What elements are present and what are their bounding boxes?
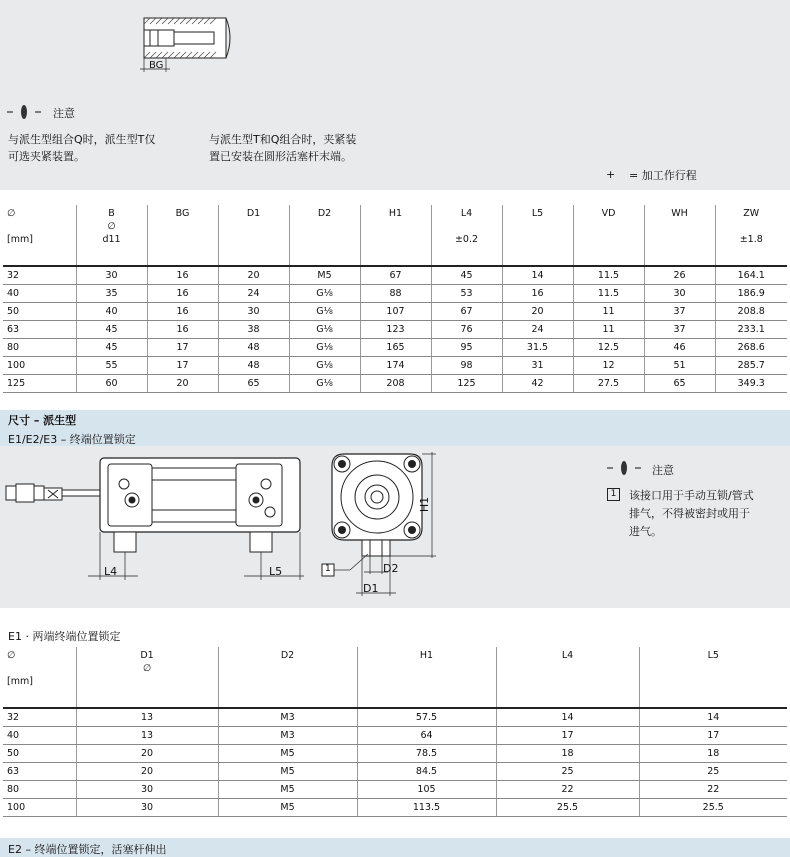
table-row — [3, 375, 787, 393]
table-cell: 60 — [76, 375, 147, 393]
table-cell: 27.5 — [573, 375, 644, 393]
header-label — [7, 662, 72, 675]
table-cell: 98 — [431, 357, 502, 375]
dim-label-h1: H1 — [418, 496, 432, 513]
table-cell: 285.7 — [715, 357, 787, 375]
dim-label-l5: L5 — [269, 565, 283, 578]
section-title-bar — [0, 410, 790, 428]
table-cell: 84.5 — [357, 763, 496, 781]
table-cell: 40 — [76, 303, 147, 321]
dim-label-l4: L4 — [104, 565, 118, 578]
table-cell: 25 — [496, 763, 639, 781]
table-cell: 105 — [357, 781, 496, 799]
header-cell — [218, 647, 357, 708]
note-line-1: 该接口用于手动互锁/管式 — [629, 489, 754, 502]
table-cell: 268.6 — [715, 339, 787, 357]
table-row — [3, 708, 787, 727]
table-cell: 125 — [431, 375, 502, 393]
table-cell: 11.5 — [573, 285, 644, 303]
table-cell: 18 — [639, 745, 787, 763]
header-cell — [76, 205, 147, 266]
table-cell: M3 — [218, 727, 357, 745]
table-cell: 48 — [218, 357, 289, 375]
table-cell: 12 — [573, 357, 644, 375]
table-cell: M5 — [218, 763, 357, 781]
header-label: D2 — [317, 208, 332, 219]
table-cell: 20 — [76, 763, 218, 781]
table-cell: 57.5 — [357, 708, 496, 727]
table-cell: 16 — [147, 285, 218, 303]
header-cell — [289, 205, 360, 266]
header-cell — [147, 205, 218, 266]
table-cell: 233.1 — [715, 321, 787, 339]
table-cell: 25.5 — [496, 799, 639, 817]
table-cell: 40 — [3, 285, 76, 303]
legend-symbol: + — [606, 168, 616, 181]
table-cell: 100 — [3, 799, 76, 817]
section-subtitle: E1/E2/E3 – 终端位置锁定 — [8, 433, 136, 446]
table-cell: 40 — [3, 727, 76, 745]
table-cell: 349.3 — [715, 375, 787, 393]
warning-icon — [6, 104, 42, 120]
table-cell: 80 — [3, 781, 76, 799]
table-cell: 50 — [3, 745, 76, 763]
table-cell: 37 — [644, 303, 715, 321]
table-cell: 16 — [147, 303, 218, 321]
table-cell: 31 — [502, 357, 573, 375]
table-cell: 11.5 — [573, 266, 644, 285]
table-cell: 63 — [3, 763, 76, 781]
header-label: L5 — [531, 208, 544, 219]
table-cell: 76 — [431, 321, 502, 339]
note-left-line-1: 与派生型组合Q时，派生型T仅 — [8, 133, 156, 146]
table-cell: 32 — [3, 266, 76, 285]
header-label — [436, 220, 498, 233]
table-cell: 37 — [644, 321, 715, 339]
table-cell: 12.5 — [573, 339, 644, 357]
note-line-3: 进气。 — [629, 525, 662, 538]
table-cell: 25 — [639, 763, 787, 781]
table-row — [3, 285, 787, 303]
table1-body — [3, 266, 787, 393]
header-label: D1 — [246, 208, 261, 219]
table-cell: 30 — [76, 799, 218, 817]
table-cell: G⅛ — [289, 321, 360, 339]
table-cell: 88 — [360, 285, 431, 303]
table-cell: 46 — [644, 339, 715, 357]
table-cell: 38 — [218, 321, 289, 339]
table-row — [3, 357, 787, 375]
side-view-drawing — [4, 450, 304, 600]
table-cell: 45 — [76, 339, 147, 357]
top-note-panel — [0, 0, 790, 190]
header-label: [mm] — [7, 234, 33, 245]
callout-number: 1 — [325, 564, 331, 574]
table-cell: 113.5 — [357, 799, 496, 817]
bg-dimension-label: BG — [149, 60, 164, 71]
table-cell: M3 — [218, 708, 357, 727]
table-cell: G⅛ — [289, 375, 360, 393]
table-cell: 63 — [3, 321, 76, 339]
table-cell: G⅛ — [289, 303, 360, 321]
table-cell: 11 — [573, 321, 644, 339]
table-row — [3, 266, 787, 285]
table-cell: 80 — [3, 339, 76, 357]
table-cell: 14 — [502, 266, 573, 285]
table-cell: 17 — [147, 339, 218, 357]
table-cell: 20 — [502, 303, 573, 321]
table-cell: 55 — [76, 357, 147, 375]
header-label: D1 — [140, 650, 154, 661]
header-label: [mm] — [7, 676, 33, 687]
table-cell: M5 — [218, 745, 357, 763]
header-cell — [502, 205, 573, 266]
table-cell: 18 — [496, 745, 639, 763]
table-cell: 42 — [502, 375, 573, 393]
table-cell: 45 — [431, 266, 502, 285]
note-number-box — [607, 488, 620, 501]
dimensions-table — [3, 205, 787, 393]
table-cell: 17 — [496, 727, 639, 745]
header-cell — [496, 647, 639, 708]
table-cell: 31.5 — [502, 339, 573, 357]
header-label: L4 — [561, 650, 574, 661]
table-cell: 17 — [147, 357, 218, 375]
header-label: ∅ — [7, 650, 16, 661]
table-cell: 35 — [76, 285, 147, 303]
table-cell: G⅛ — [289, 285, 360, 303]
table-cell: 100 — [3, 357, 76, 375]
table-cell: 65 — [644, 375, 715, 393]
table-cell: M5 — [218, 781, 357, 799]
table-cell: 26 — [644, 266, 715, 285]
table-cell: 165 — [360, 339, 431, 357]
header-cell — [360, 205, 431, 266]
header-label: d11 — [102, 234, 121, 245]
header-label: ∅ — [107, 221, 116, 232]
table-cell: 17 — [639, 727, 787, 745]
table-cell: 16 — [147, 321, 218, 339]
table-cell: 123 — [360, 321, 431, 339]
header-cell — [431, 205, 502, 266]
table-cell: 67 — [431, 303, 502, 321]
table-cell: 51 — [644, 357, 715, 375]
table2-caption: E1 · 两端终端位置锁定 — [8, 630, 121, 643]
header-label: B — [108, 208, 115, 219]
table-cell: 20 — [218, 266, 289, 285]
note-title: 注意 — [53, 107, 75, 120]
table-cell: 25.5 — [639, 799, 787, 817]
table-cell: 11 — [573, 303, 644, 321]
table-cell: M5 — [289, 266, 360, 285]
table-cell: 14 — [639, 708, 787, 727]
table-cell: 14 — [496, 708, 639, 727]
header-label: VD — [601, 208, 616, 219]
table-cell: 30 — [218, 303, 289, 321]
header-label: H1 — [388, 208, 403, 219]
note-title: 注意 — [652, 464, 674, 477]
table-row — [3, 321, 787, 339]
header-label: WH — [671, 208, 688, 219]
table-cell: 208.8 — [715, 303, 787, 321]
table-cell: 95 — [431, 339, 502, 357]
table-row — [3, 339, 787, 357]
header-cell — [357, 647, 496, 708]
table-row — [3, 727, 787, 745]
table-row — [3, 763, 787, 781]
header-cell — [76, 647, 218, 708]
dim-label-d1: D1 — [363, 582, 379, 595]
table-row — [3, 745, 787, 763]
table-cell: 22 — [639, 781, 787, 799]
table-row — [3, 781, 787, 799]
table-cell: 78.5 — [357, 745, 496, 763]
header-label: ZW — [743, 208, 760, 219]
table-cell: G⅛ — [289, 357, 360, 375]
table-cell: 174 — [360, 357, 431, 375]
table-header-row — [3, 647, 787, 708]
table-cell: 30 — [76, 781, 218, 799]
legend-text: = 加工作行程 — [629, 169, 697, 182]
table-cell: 125 — [3, 375, 76, 393]
table-cell: 22 — [496, 781, 639, 799]
table-cell: 186.9 — [715, 285, 787, 303]
header-cell — [715, 205, 787, 266]
note-left-line-2: 可选夹紧装置。 — [8, 150, 85, 163]
header-label: L5 — [707, 650, 719, 661]
e1-table — [3, 647, 787, 817]
note-right-line-1: 与派生型T和Q组合时，夹紧装 — [209, 133, 357, 146]
table-cell: 16 — [502, 285, 573, 303]
note-right-line-2: 置已安装在圆形活塞杆末端。 — [209, 150, 352, 163]
table-cell: 107 — [360, 303, 431, 321]
header-label: D2 — [280, 650, 295, 661]
table-cell: M5 — [218, 799, 357, 817]
header-cell — [644, 205, 715, 266]
table-cell: 50 — [3, 303, 76, 321]
header-label: ±1.8 — [739, 234, 763, 245]
header-label: ±0.2 — [454, 234, 479, 245]
table-cell: 64 — [357, 727, 496, 745]
header-label: H1 — [419, 650, 434, 661]
header-label: L4 — [460, 208, 473, 219]
table-header-row — [3, 205, 787, 266]
header-cell — [3, 205, 76, 266]
table-cell: 20 — [147, 375, 218, 393]
header-cell — [218, 205, 289, 266]
header-label: ∅ — [142, 663, 152, 674]
header-cell — [3, 647, 76, 708]
table-row — [3, 303, 787, 321]
table-cell: 13 — [76, 727, 218, 745]
bg-section-drawing — [130, 8, 240, 80]
table-cell: 164.1 — [715, 266, 787, 285]
table-cell: 67 — [360, 266, 431, 285]
header-cell — [639, 647, 787, 708]
header-cell — [573, 205, 644, 266]
table-cell: 32 — [3, 708, 76, 727]
table-cell: 48 — [218, 339, 289, 357]
table-cell: 65 — [218, 375, 289, 393]
header-label — [720, 220, 784, 233]
table-row — [3, 799, 787, 817]
footer-caption: E2 – 终端位置锁定，活塞杆伸出 — [8, 843, 167, 856]
header-label: ∅ — [7, 208, 16, 219]
table-cell: 53 — [431, 285, 502, 303]
table-cell: 208 — [360, 375, 431, 393]
table-cell: 24 — [502, 321, 573, 339]
section-title: 尺寸 – 派生型 — [8, 414, 77, 427]
table-cell: 16 — [147, 266, 218, 285]
table-cell: 30 — [76, 266, 147, 285]
warning-icon — [606, 460, 642, 476]
note-line-2: 排气，不得被密封或用于 — [629, 507, 750, 520]
table-cell: 13 — [76, 708, 218, 727]
table-cell: 30 — [644, 285, 715, 303]
dim-label-d2: D2 — [383, 562, 399, 575]
header-label: BG — [175, 208, 190, 219]
end-view-drawing — [320, 450, 445, 602]
table-cell: 20 — [76, 745, 218, 763]
table2-body — [3, 708, 787, 817]
table-cell: 45 — [76, 321, 147, 339]
header-label — [7, 220, 72, 233]
table-cell: G⅛ — [289, 339, 360, 357]
note-number: 1 — [607, 488, 620, 501]
table-cell: 24 — [218, 285, 289, 303]
